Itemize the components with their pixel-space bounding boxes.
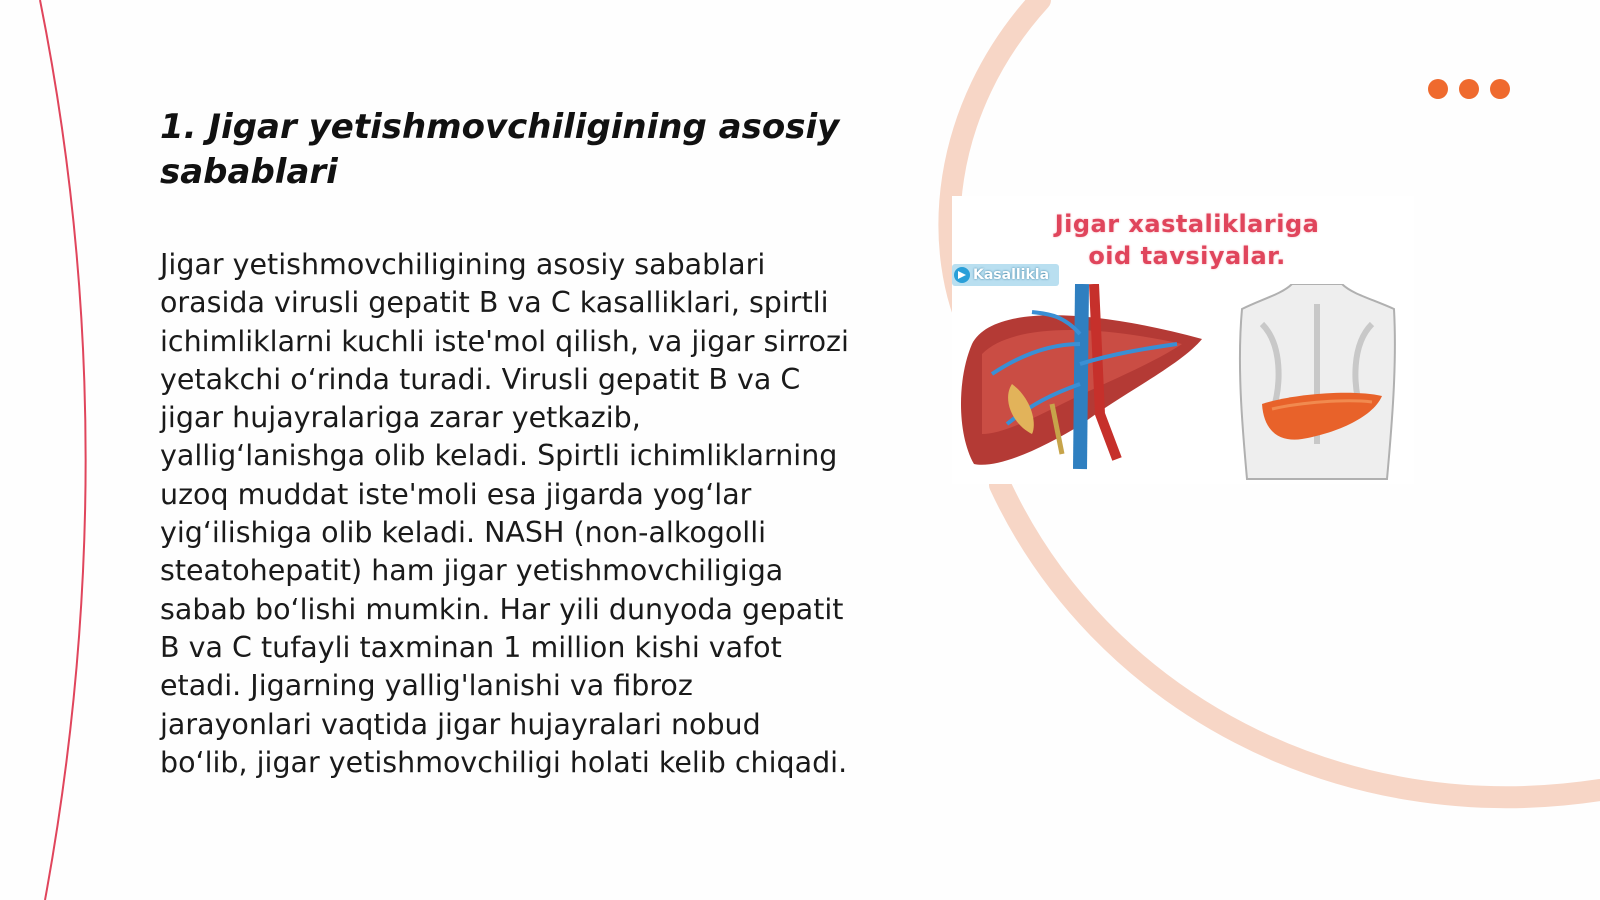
- liver-illustration: [952, 284, 1212, 484]
- slide-body-text: Jigar yetishmovchiligining asosiy sabablari orasida virusli gepatit B va C kasalliklari, spirtli ichimliklarni kuchli iste'mol qilish, va jigar sirrozi yetakchi o‘rinda turadi. Virusli gepatit B va C jigar hujayralariga zarar yetkazib, yallig‘lanishga olib keladi. Spirtli ichimliklarning uzoq muddat iste'moli esa jigarda yog‘lar yig‘ilishiga olib keladi. NASH (non-alkogolli steatohepatit) ham jigar yetishmovchiligiga sabab bo‘lishi mumkin. Har yili dunyoda gepatit B va C tufayli taxminan 1 million kishi vafot etadi. Jigarning yallig'lanishi va fibroz jarayonlari vaqtida jigar hujayralari nobud bo‘lib, jigar yetishmovchiligi holati kelib chiqadi.: [160, 248, 849, 779]
- image-title-line2: oid tavsiyalar.: [1088, 242, 1286, 270]
- watermark-text: Kasallikla: [973, 267, 1050, 283]
- dot-1: [1428, 79, 1448, 99]
- left-curve-line: [40, 0, 86, 900]
- image-title-line1: Jigar xastaliklariga: [1054, 210, 1320, 238]
- dot-2: [1459, 79, 1479, 99]
- slide-title: 1. Jigar yetishmovchiligining asosiy sabablari: [160, 107, 840, 192]
- torso-illustration: [1222, 284, 1412, 484]
- liver-image: [952, 196, 1414, 484]
- more-dots-icon: [1428, 79, 1510, 99]
- image-title: [952, 208, 1422, 272]
- watermark-badge: [952, 264, 1059, 286]
- telegram-icon: [954, 267, 970, 283]
- peach-ring-lower: [1000, 485, 1600, 797]
- dot-3: [1490, 79, 1510, 99]
